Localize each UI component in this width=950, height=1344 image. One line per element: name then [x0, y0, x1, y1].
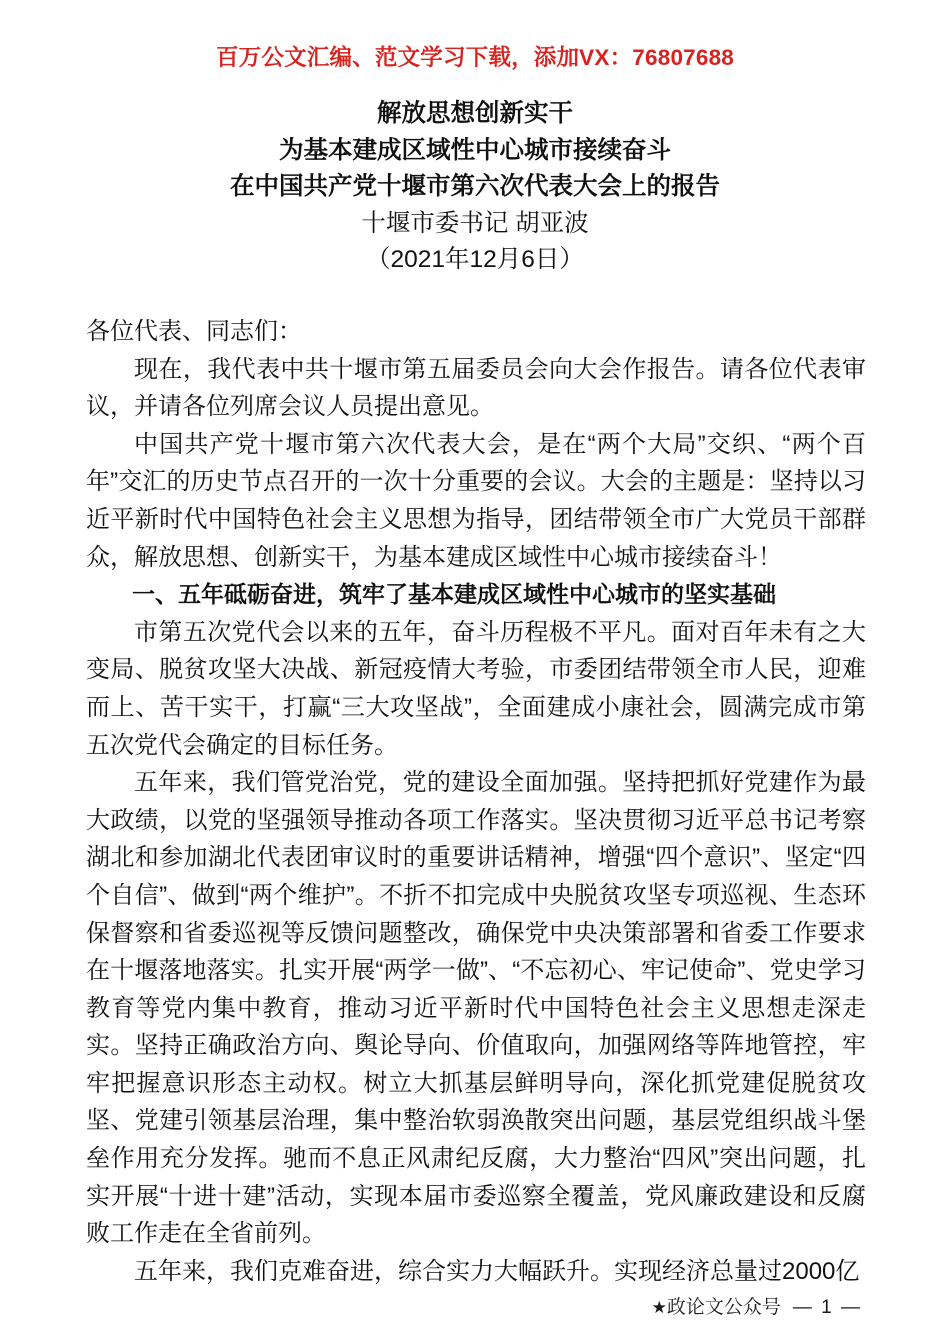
footer-brand: 政论文公众号: [666, 1297, 781, 1318]
title-date: （2021年12月6日）: [366, 246, 584, 273]
salutation: 各位代表、同志们：: [86, 318, 302, 345]
paragraph-1: 现在，我代表中共十堰市第五届委员会向大会作报告。请各位代表审议，并请各位列席会议人员提出意见。: [86, 355, 866, 421]
star-icon: ★: [651, 1298, 667, 1317]
document-body: [86, 313, 866, 1290]
paragraph-4: 五年来，我们管党治党，党的建设全面加强。坚持把抓好党建作为最大政绩，以党的坚强领导推动各项工作落实。坚决贯彻习近平总书记考察湖北和参加湖北代表团审议时的重要讲话精神，增强“四个意识”、坚定“四个自信”、做到“两个维护”。不折不扣完成中央脱贫攻坚专项巡视、生态环保督察和省委巡视等反馈问题整改，确保党中央决策部署和省委工作要求在十堰落地落实。扎实开展“两学一做”、“不忘初心、牢记使命”、党史学习教育等党内集中教育，推动习近平新时代中国特色社会主义思想走深走实。坚持正确政治方向、舆论导向、价值取向，加强网络等阵地管控，牢牢把握意识形态主动权。树立大抓基层鲜明导向，深化抓党建促脱贫攻坚、党建引领基层治理，集中整治软弱涣散突出问题，基层党组织战斗堡垒作用充分发挥。驰而不息正风肃纪反腐，大力整治“四风”突出问题，扎实开展“十进十建”活动，实现本届市委巡察全覆盖，党风廉政建设和反腐败工作走在全省前列。: [86, 769, 866, 1248]
page-footer: [0, 1292, 950, 1319]
paragraph-5: 五年来，我们克难奋进，综合实力大幅跃升。实现经济总量过2000亿: [134, 1257, 860, 1285]
page-number: — 1 —: [792, 1297, 862, 1318]
paragraph-3: 市第五次党代会以来的五年，奋斗历程极不平凡。面对百年未有之大变局、脱贫攻坚大决战、新冠疫情大考验，市委团结带领全市人民，迎难而上、苦干实干，打赢“三大攻坚战”，全面建成小康社会，圆满完成市第五次党代会确定的目标任务。: [86, 618, 866, 759]
title-line-2: 为基本建成区域性中心城市接续奋斗: [279, 136, 671, 164]
section-heading-1: 一、五年砥砺奋进，筑牢了基本建成区域性中心城市的坚实基础: [132, 581, 776, 608]
document-title-block: [0, 96, 950, 279]
promo-banner-text: 百万公文汇编、范文学习下载，添加VX：76807688: [215, 45, 735, 70]
title-line-3: 在中国共产党十堰市第六次代表大会上的报告: [230, 173, 720, 200]
title-author: 十堰市委书记 胡亚波: [361, 209, 589, 237]
paragraph-2: 中国共产党十堰市第六次代表大会，是在“两个大局”交织、“两个百年”交汇的历史节点召开的一次十分重要的会议。大会的主题是：坚持以习近平新时代中国特色社会主义思想为指导，团结带领全市广大党员干部群众，解放思想、创新实干，为基本建成区域性中心城市接续奋斗！: [86, 430, 866, 571]
title-line-1: 解放思想创新实干: [377, 100, 573, 127]
